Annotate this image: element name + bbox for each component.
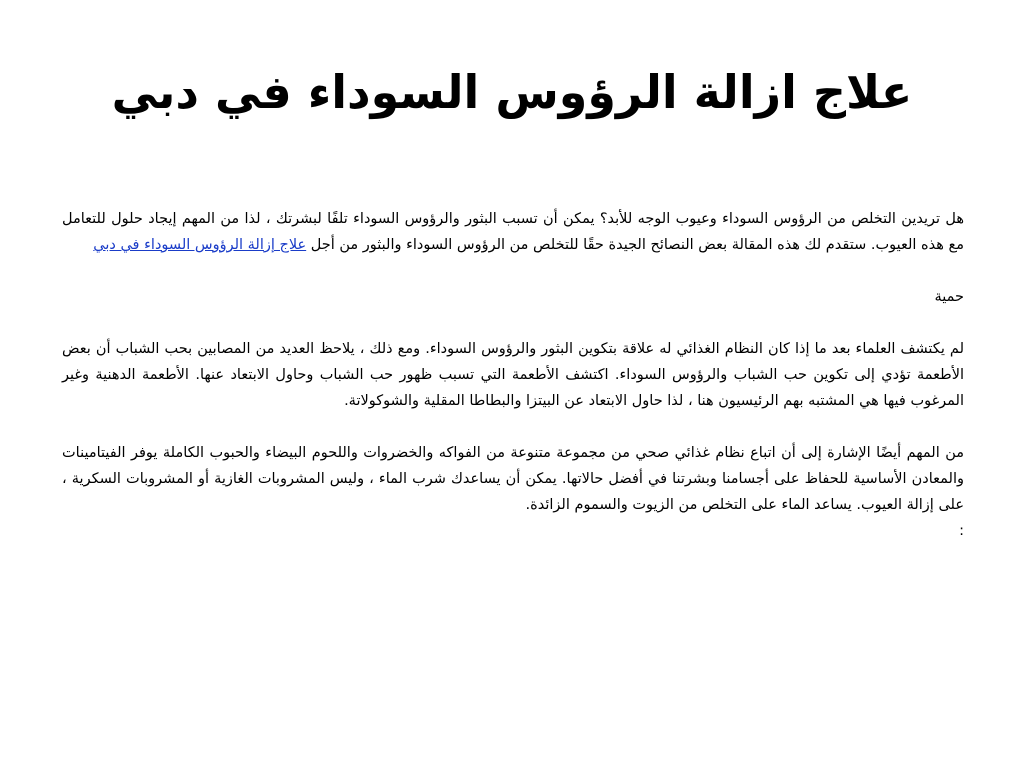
slide-title: علاج ازالة الرؤوس السوداء في دبي: [111, 65, 913, 119]
trailing-mark: :: [959, 523, 964, 539]
slide-body: [62, 206, 964, 544]
intro-text: هل تريدين التخلص من الرؤوس السوداء وعيوب الوجه للأبد؟ يمكن أن تسبب البثور والرؤوس السوداء تلفًا لبشرتك ، لذا من المهم إيجاد حلول للتعامل مع هذه العيوب. ستقدم لك هذه المقالة بعض النصائح الجيدة حقًا للتخلص من الرؤوس السوداء والبثور من أجل: [62, 211, 964, 253]
nutrition-paragraph: من المهم أيضًا الإشارة إلى أن اتباع نظام غذائي صحي من مجموعة متنوعة من الفواكه والخضروات واللحوم البيضاء والحبوب الكاملة يوفر الفيتامينات والمعادن الأساسية للحفاظ على أجسامنا وبشرتنا في أفضل حالاتها. يمكن أن يساعدك شرب الماء ، وليس المشروبات الغازية أو المشروبات السكرية ، على إزالة العيوب. يساعد الماء على التخلص من الزيوت والسموم الزائدة.: [62, 445, 964, 513]
diet-heading: حمية: [934, 289, 964, 305]
intro-paragraph: [62, 206, 964, 258]
treatment-link[interactable]: علاج إزالة الرؤوس السوداء في دبي: [93, 237, 307, 253]
diet-paragraph: لم يكتشف العلماء بعد ما إذا كان النظام الغذائي له علاقة بتكوين البثور والرؤوس السوداء. ومع ذلك ، يلاحظ العديد من المصابين بحب الشباب أن بعض الأطعمة تؤدي إلى تكوين حب الشباب والرؤوس السوداء. اكتشف الأطعمة التي تسبب ظهور حب الشباب وحاول الابتعاد عنها. الأطعمة الدهنية وغير المرغوب فيها هي المشتبه بهم الرئيسيون هنا ، لذا حاول الابتعاد عن البيتزا والبطاطا المقلية والشوكولاتة.: [62, 341, 964, 409]
